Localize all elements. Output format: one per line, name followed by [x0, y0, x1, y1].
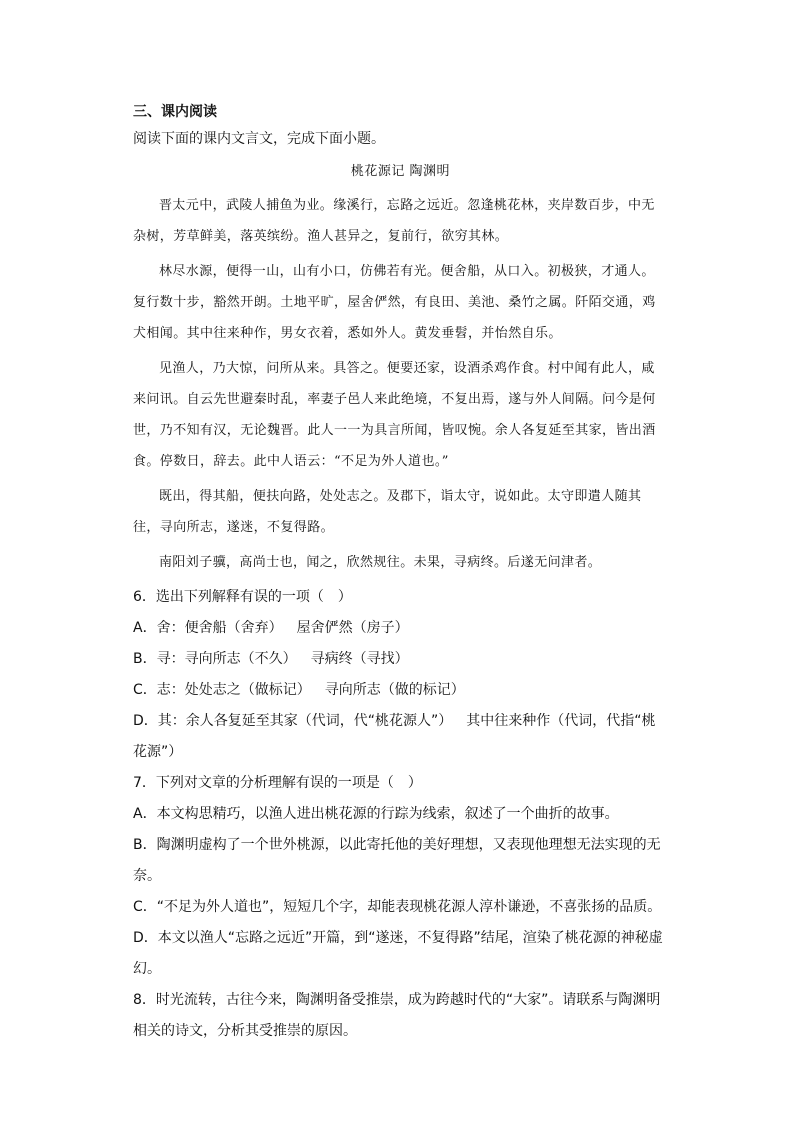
- question-stem: 7．下列对文章的分析理解有误的一项是（ ）: [133, 775, 422, 791]
- content: [133, 100, 668, 1047]
- option-text: 寻病终（寻找）: [310, 651, 409, 667]
- question-8: [133, 985, 668, 1047]
- passage: [133, 158, 668, 578]
- question-stem: 8．时光流转，古往今来，陶渊明备受推崇，成为跨越时代的“大家”。请联系与陶渊明相关的诗文，分析其受推崇的原因。: [133, 992, 661, 1039]
- passage-paragraph: 见渔人，乃大惊，问所从来。具答之。便要还家，设酒杀鸡作食。村中闻有此人，咸来问讯。自云先世避秦时乱，率妻子邑人来此绝境，不复出焉，遂与外人间隔。问今是何世，乃不知有汉，无论魏晋。此人一一为具言所闻，皆叹惋。余人各复延至其家，皆出酒食。停数日，辞去。此中人语云：“不足为外人道也。”: [133, 361, 656, 469]
- option-text: C．志：处处志之（做标记）: [133, 682, 311, 698]
- option-d: [133, 706, 668, 768]
- option-text: A．舍：便舍船（舍弃）: [133, 620, 283, 636]
- passage-paragraph: 林尽水源，便得一山，山有小口，仿佛若有光。便舍船，从口入。初极狭，才通人。复行数十步，豁然开朗。土地平旷，屋舍俨然，有良田、美池、桑竹之属。阡陌交通，鸡犬相闻。其中往来种作，男女衣着，悉如外人。黄发垂髫，并怡然自乐。: [133, 264, 656, 341]
- option-text: 屋舍俨然（房子）: [296, 620, 409, 636]
- option-c: [133, 675, 668, 706]
- question-stem: 6．选出下列解释有误的一项（ ）: [133, 589, 352, 605]
- option-a: [133, 613, 668, 644]
- passage-paragraph: 晋太元中，武陵人捕鱼为业。缘溪行，忘路之远近。忽逢桃花林，夹岸数百步，中无杂树，芳草鲜美，落英缤纷。渔人甚异之，复前行，欲穷其林。: [133, 198, 655, 244]
- option-text: 其中往来种作（代词，代指“桃花源”）: [133, 713, 656, 760]
- questions: [133, 582, 668, 1047]
- question-7: [133, 768, 668, 985]
- question-6: [133, 582, 668, 768]
- option-text: 寻向所志（做的标记）: [324, 682, 465, 698]
- passage-paragraph: 南阳刘子骥，高尚士也，闻之，欣然规往。未果，寻病终。后遂无问津者。: [159, 555, 602, 570]
- option-text: B．寻：寻向所志（不久）: [133, 651, 297, 667]
- instructions: 阅读下面的课内文言文，完成下面小题。: [133, 131, 385, 147]
- passage-title: 桃花源记 陶渊明: [350, 164, 451, 179]
- option-b: B．陶渊明虚构了一个世外桃源，以此寄托他的美好理想，又表现他理想无法实现的无奈。: [133, 837, 661, 884]
- option-a: A．本文构思精巧，以渔人进出桃花源的行踪为线索，叙述了一个曲折的故事。: [133, 806, 619, 822]
- passage-paragraph: 既出，得其船，便扶向路，处处志之。及郡下，诣太守，说如此。太守即遣人随其往，寻向所志，遂迷，不复得路。: [133, 489, 642, 535]
- section-title: 三、课内阅读: [133, 104, 217, 120]
- option-b: [133, 644, 668, 675]
- option-d: D．本文以渔人“忘路之远近”开篇，到“遂迷，不复得路”结尾，渲染了桃花源的神秘虚幻。: [133, 930, 663, 977]
- option-c: C．“不足为外人道也”，短短几个字，却能表现桃花源人淳朴谦逊，不喜张扬的品质。: [133, 899, 662, 915]
- option-text: D．其：余人各复延至其家（代词，代“桃花源人”）: [133, 713, 453, 729]
